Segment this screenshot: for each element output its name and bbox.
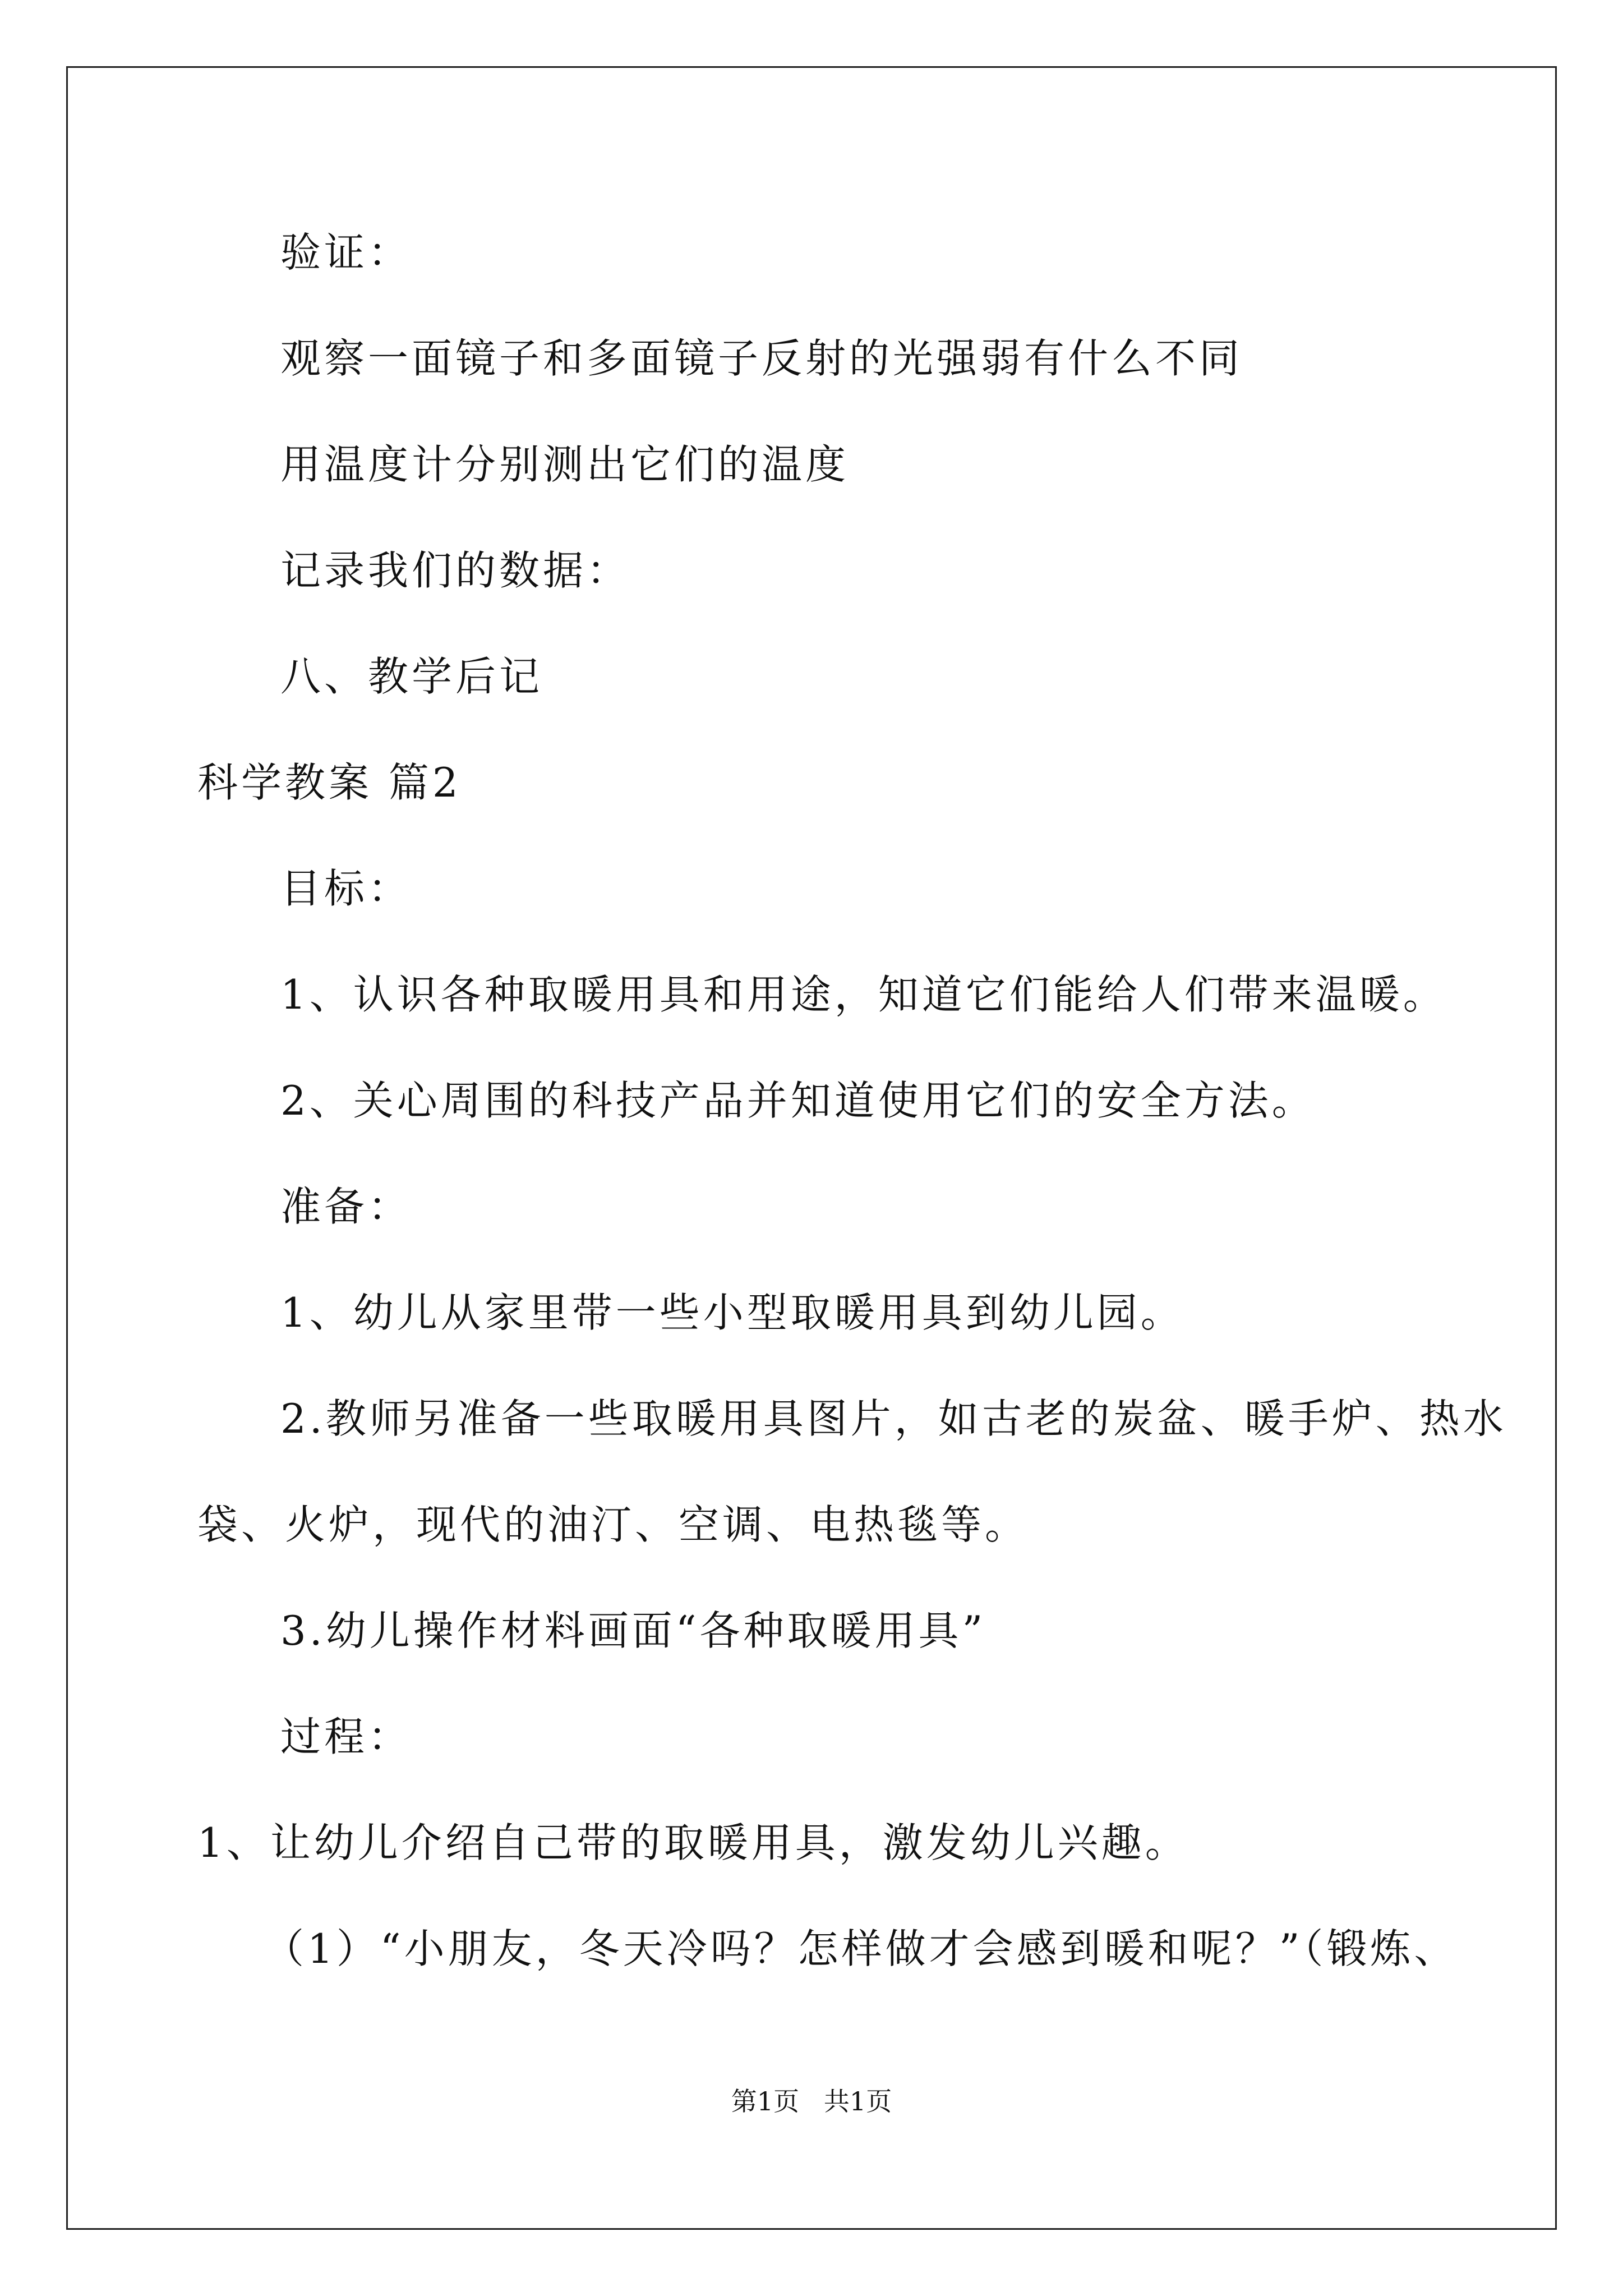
paragraph-observe-mirrors: 观察一面镜子和多面镜子反射的光强弱有什么不同 (280, 335, 1243, 382)
section-title: 科学教案 篇2 (197, 759, 462, 806)
preparation-item-1: 1、幼儿从家里带一些小型取暖用具到幼儿园。 (280, 1289, 1184, 1336)
preparation-item-3: 3.幼儿操作材料画面“各种取暖用具” (280, 1607, 986, 1654)
goal-item-2: 2、关心周围的科技产品并知道使用它们的安全方法。 (280, 1077, 1316, 1124)
process-step-1: 1、让幼儿介绍自己带的取暖用具，激发幼儿兴趣。 (197, 1819, 1189, 1866)
paragraph-record-data: 记录我们的数据： (280, 547, 631, 594)
heading-teaching-reflection: 八、教学后记 (280, 653, 543, 700)
goals-heading: 目标： (280, 865, 412, 912)
goal-item-1: 1、认识各种取暖用具和用途，知道它们能给人们带来温暖。 (280, 971, 1447, 1018)
preparation-item-2-continued: 袋、火炉，现代的油汀、空调、电热毯等。 (197, 1501, 1029, 1548)
verification-heading: 验证： (280, 229, 412, 276)
page-border (66, 66, 1557, 2230)
paragraph-measure-temperature: 用温度计分别测出它们的温度 (280, 441, 850, 488)
preparation-item-2: 2.教师另准备一些取暖用具图片，如古老的炭盆、暖手炉、热水 (280, 1395, 1507, 1442)
preparation-heading: 准备： (280, 1183, 412, 1230)
process-step-1-question: （1）“小朋友，冬天冷吗？怎样做才会感到暖和呢？”（锻炼、 (264, 1925, 1458, 1972)
page-footer: 第1页 共1页 (731, 2086, 892, 2116)
process-heading: 过程： (280, 1713, 412, 1760)
